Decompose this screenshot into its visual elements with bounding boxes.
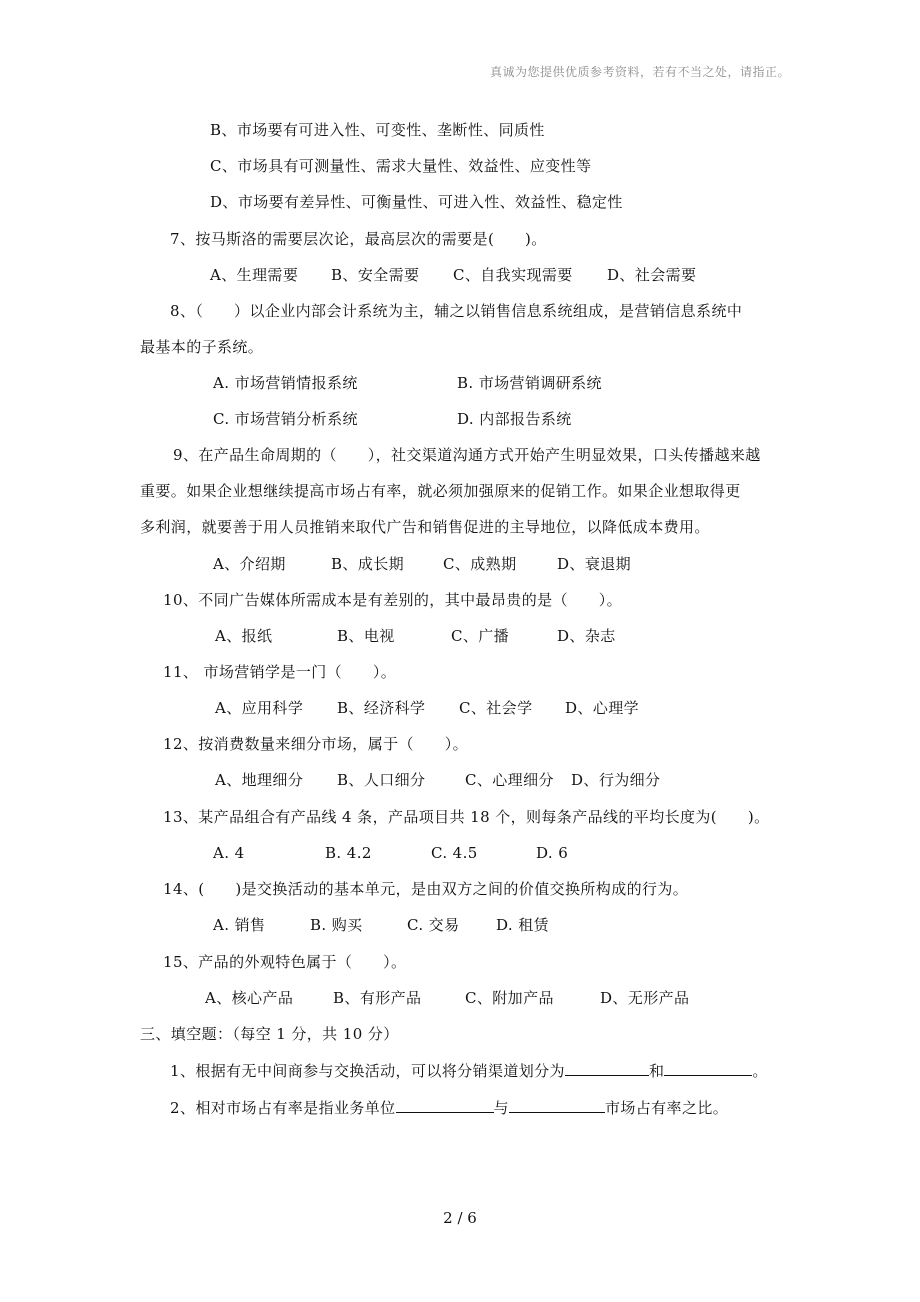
option: A、地理细分	[215, 771, 304, 789]
option: D. 6	[536, 844, 569, 862]
option: A. 销售	[213, 916, 266, 934]
fill-question-2	[170, 1097, 728, 1118]
option: A、报纸	[215, 627, 273, 645]
q9-stem-line2: 重要。如果企业想继续提高市场占有率，就必须加强原来的促销工作。如果企业想取得更	[140, 482, 741, 500]
header-note: 真诚为您提供优质参考资料，若有不当之处，请指正。	[489, 65, 790, 79]
option: B. 购买	[310, 916, 363, 934]
q12-stem: 12、按消费数量来细分市场，属于（ ）。	[163, 735, 468, 753]
q9-stem-line3: 多利润，就要善于用人员推销来取代广告和销售促进的主导地位，以降低成本费用。	[140, 518, 710, 536]
option: C、自我实现需要	[453, 266, 573, 284]
fill1-blank-1[interactable]	[565, 1060, 649, 1076]
option: B、安全需要	[331, 266, 420, 284]
q6-option-b: B、市场要有可进入性、可变性、垄断性、同质性	[210, 121, 545, 139]
option: C、成熟期	[443, 555, 517, 573]
q6-option-d: D、市场要有差异性、可衡量性、可进入性、效益性、稳定性	[210, 193, 623, 211]
fill2-blank-2[interactable]	[509, 1097, 605, 1113]
option: B、电视	[337, 627, 395, 645]
option: A. 4	[213, 844, 245, 862]
option: D、行为细分	[571, 771, 661, 789]
option: A、介绍期	[213, 555, 286, 573]
q7-stem: 7、按马斯洛的需要层次论，最高层次的需要是( )。	[170, 230, 547, 248]
option: C. 交易	[407, 916, 460, 934]
option: C. 市场营销分析系统	[213, 410, 358, 428]
option: B. 市场营销调研系统	[457, 374, 602, 392]
option: A、应用科学	[215, 699, 304, 717]
fill1-text-end: 。	[752, 1062, 768, 1080]
fill1-text-pre: 1、根据有无中间商参与交换活动，可以将分销渠道划分为	[170, 1062, 565, 1080]
q10-stem: 10、不同广告媒体所需成本是有差别的，其中最昂贵的是（ ）。	[163, 591, 622, 609]
fill1-text-mid: 和	[648, 1062, 665, 1080]
option: C. 4.5	[431, 844, 478, 862]
fill2-text-pre: 2、相对市场占有率是指业务单位	[170, 1099, 396, 1117]
option: B、人口细分	[337, 771, 426, 789]
fill2-text-mid: 与	[493, 1099, 509, 1117]
option: B. 4.2	[325, 844, 372, 862]
option: A. 市场营销情报系统	[213, 374, 358, 392]
q13-stem: 13、某产品组合有产品线 4 条，产品项目共 18 个，则每条产品线的平均长度为( )。	[163, 808, 770, 826]
option: D、无形产品	[600, 989, 690, 1007]
q9-stem-line1: 9、在产品生命周期的（ ），社交渠道沟通方式开始产生明显效果，口头传播越来越	[173, 446, 761, 464]
option: C、心理细分	[465, 771, 554, 789]
option: D. 租赁	[496, 916, 550, 934]
q8-stem-line1: 8、（ ）以企业内部会计系统为主，辅之以销售信息系统组成，是营销信息系统中	[170, 302, 743, 320]
q11-stem: 11、 市场营销学是一门（ ）。	[163, 663, 397, 681]
option: C、附加产品	[465, 989, 554, 1007]
option: D、心理学	[565, 699, 640, 717]
option: D、衰退期	[557, 555, 632, 573]
page-number: 2 / 6	[443, 1209, 477, 1227]
option: D. 内部报告系统	[457, 410, 572, 428]
q6-option-c: C、市场具有可测量性、需求大量性、效益性、应变性等	[210, 157, 592, 175]
option: D、社会需要	[607, 266, 697, 284]
fill2-blank-1[interactable]	[396, 1097, 494, 1113]
fill-question-1	[170, 1060, 768, 1081]
option: B、有形产品	[333, 989, 422, 1007]
q15-stem: 15、产品的外观特色属于（ ）。	[163, 953, 407, 971]
fill2-text-end: 市场占有率之比。	[604, 1099, 729, 1117]
option: B、经济科学	[337, 699, 426, 717]
option: A、核心产品	[205, 989, 294, 1007]
option: C、社会学	[459, 699, 533, 717]
section3-title: 三、填空题：（每空 1 分，共 10 分）	[140, 1025, 399, 1043]
q8-stem-line2: 最基本的子系统。	[140, 338, 264, 356]
fill1-blank-2[interactable]	[664, 1060, 752, 1076]
option: B、成长期	[331, 555, 405, 573]
option: D、杂志	[557, 627, 616, 645]
q14-stem: 14、( )是交换活动的基本单元，是由双方之间的价值交换所构成的行为。	[163, 880, 689, 898]
option: A、生理需要	[210, 266, 299, 284]
option: C、广播	[451, 627, 510, 645]
